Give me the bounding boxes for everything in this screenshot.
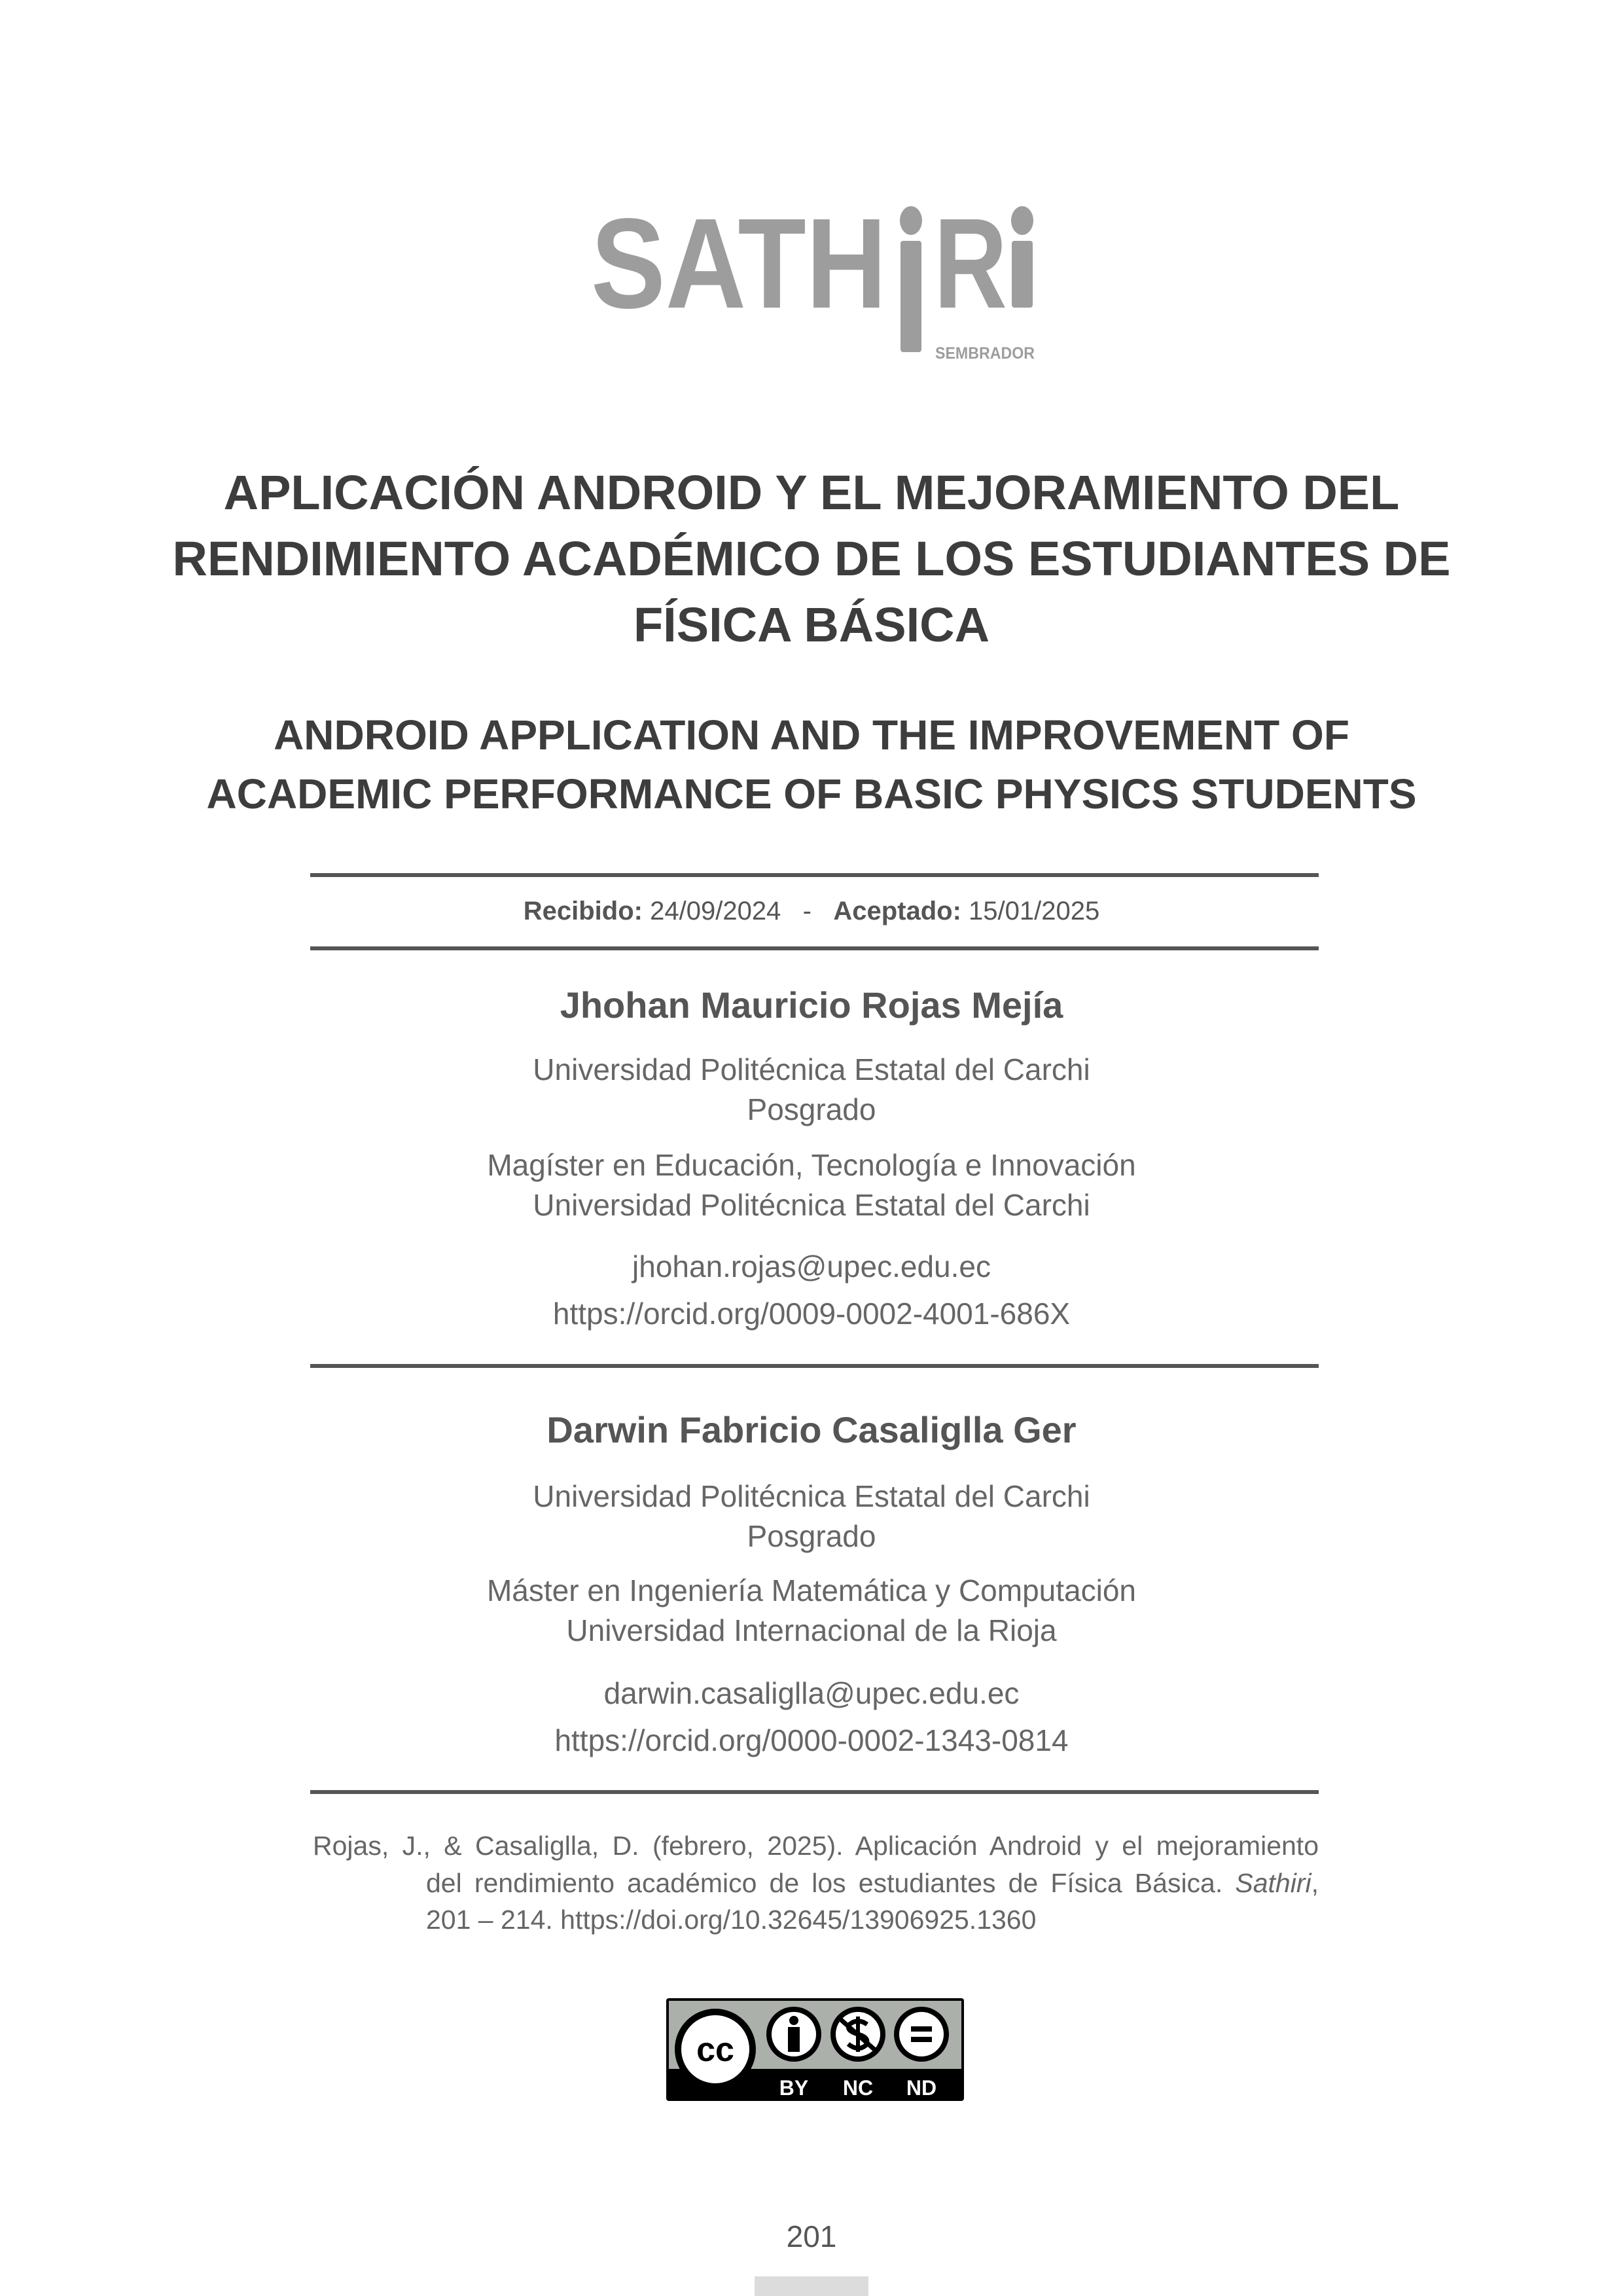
divider <box>310 873 1319 877</box>
nc-label: NC <box>842 2076 874 2100</box>
citation-doi-link[interactable]: 201 – 214. https://doi.org/10.32645/13906925.1360 <box>426 1905 1037 1935</box>
logo-i-dot-2 <box>1011 206 1033 235</box>
author-affiliation <box>0 1477 1623 1556</box>
citation-journal: Sathiri <box>1235 1867 1311 1898</box>
by-icon <box>766 2007 821 2062</box>
logo-text-r: R <box>934 192 1007 335</box>
author-name: Darwin Fabricio Casaliglla Ger <box>546 1409 1077 1450</box>
by-label: BY <box>779 2076 809 2100</box>
affiliation-line: Universidad Politécnica Estatal del Carchi <box>533 1479 1090 1513</box>
author-affiliation <box>0 1050 1623 1130</box>
author-degree <box>0 1145 1623 1225</box>
title-en-line: ANDROID APPLICATION AND THE IMPROVEMENT OF <box>274 711 1349 759</box>
logo-i-stem <box>901 241 921 352</box>
degree-line: Máster en Ingeniería Matemática y Computación <box>486 1573 1137 1607</box>
citation-text: , <box>1311 1867 1319 1898</box>
citation-line <box>313 1865 1319 1902</box>
nd-label: ND <box>906 2076 937 2100</box>
page-number: 201 <box>786 2219 837 2253</box>
author-email[interactable]: darwin.casaliglla@upec.edu.ec <box>603 1676 1020 1710</box>
dates-line <box>0 897 1623 926</box>
title-spanish <box>0 459 1623 658</box>
title-es-line: RENDIMIENTO ACADÉMICO DE LOS ESTUDIANTES DE <box>172 531 1451 586</box>
received-label: Recibido: <box>523 897 643 925</box>
degree-line: Universidad Politécnica Estatal del Carchi <box>533 1188 1090 1222</box>
citation-line: Rojas, J., & Casaliglla, D. (febrero, 2025). Aplicación Android y el mejoramiento <box>313 1831 1319 1861</box>
divider <box>310 946 1319 950</box>
logo-text-sath: SATH <box>591 192 887 335</box>
nd-icon <box>894 2007 949 2062</box>
author-orcid-link[interactable]: https://orcid.org/0000-0002-1343-0814 <box>554 1723 1069 1757</box>
citation <box>313 1827 1319 1939</box>
author-degree <box>0 1571 1623 1651</box>
affiliation-line: Posgrado <box>747 1092 876 1126</box>
title-es-line: APLICACIÓN ANDROID Y EL MEJORAMIENTO DEL <box>223 465 1400 520</box>
cc-license-badge[interactable] <box>666 1998 964 2101</box>
dates-separator: - <box>802 897 812 925</box>
accepted-label: Aceptado: <box>833 897 961 925</box>
logo-subtitle: SEMBRADOR <box>935 344 1035 363</box>
nc-icon <box>830 2007 885 2062</box>
affiliation-line: Universidad Politécnica Estatal del Carchi <box>533 1052 1090 1086</box>
degree-line: Universidad Internacional de la Rioja <box>566 1613 1057 1647</box>
logo-i-dot <box>900 206 922 235</box>
degree-line: Magíster en Educación, Tecnología e Innovación <box>487 1148 1136 1182</box>
title-english <box>0 706 1623 823</box>
journal-logo <box>0 0 1623 380</box>
affiliation-line: Posgrado <box>747 1519 876 1553</box>
author-name: Jhohan Mauricio Rojas Mejía <box>560 984 1063 1026</box>
received-date: 24/09/2024 <box>650 897 781 925</box>
accepted-date: 15/01/2025 <box>969 897 1100 925</box>
cc-text: cc <box>696 2031 734 2069</box>
citation-text: del rendimiento académico de los estudiantes de Física Básica. <box>426 1867 1223 1898</box>
divider <box>310 1790 1319 1794</box>
title-en-line: ACADEMIC PERFORMANCE OF BASIC PHYSICS STUDENTS <box>206 770 1417 817</box>
footer-tab <box>755 2276 868 2296</box>
divider <box>310 1364 1319 1368</box>
title-es-line: FÍSICA BÁSICA <box>633 598 990 652</box>
author-orcid-link[interactable]: https://orcid.org/0009-0002-4001-686X <box>552 1297 1071 1331</box>
author-email[interactable]: jhohan.rojas@upec.edu.ec <box>632 1249 991 1283</box>
logo-i-stem-2 <box>1012 241 1033 308</box>
